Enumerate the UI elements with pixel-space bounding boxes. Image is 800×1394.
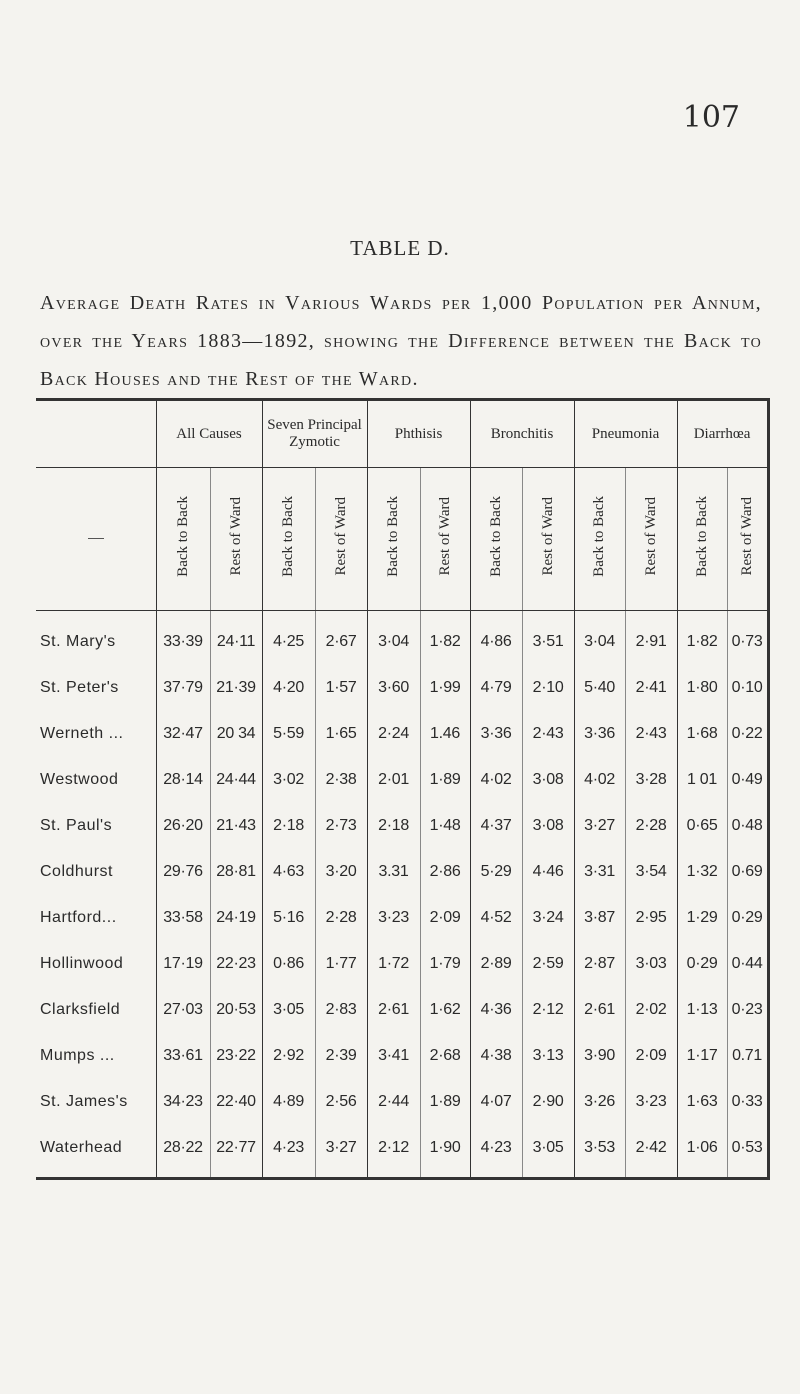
rate-cell: 22·40: [210, 1079, 262, 1125]
subheader-rest-of-ward: [522, 468, 574, 611]
rate-cell: 1·32: [677, 849, 727, 895]
dash-mark: [88, 538, 104, 539]
subheader-back-to-back: [156, 468, 210, 611]
table-row: [36, 711, 768, 757]
rate-cell: 2·56: [315, 1079, 367, 1125]
ward-name: Coldhurst: [40, 863, 113, 880]
rate-cell: 0·44: [727, 941, 768, 987]
rate-cell: 1·79: [420, 941, 470, 987]
rate-cell: 4·02: [574, 757, 625, 803]
subheader-label: Back to Back: [280, 496, 297, 577]
rate-cell: 2·12: [522, 987, 574, 1033]
group-header: Seven Principal Zymotic: [262, 400, 367, 468]
table-title: TABLE D.: [350, 236, 450, 260]
table-row: [36, 987, 768, 1033]
rate-cell: 28·14: [156, 757, 210, 803]
rate-cell: 3·03: [625, 941, 677, 987]
rate-cell: 3·54: [625, 849, 677, 895]
rate-cell: 5·40: [574, 665, 625, 711]
table-row: [36, 665, 768, 711]
subheader-label: Back to Back: [487, 496, 504, 577]
rate-cell: 1 01: [677, 757, 727, 803]
rate-cell: 1·99: [420, 665, 470, 711]
rate-cell: 0·69: [727, 849, 768, 895]
rate-cell: 2·28: [315, 895, 367, 941]
rate-cell: 33·58: [156, 895, 210, 941]
rate-cell: 34·23: [156, 1079, 210, 1125]
rate-cell: 2·89: [470, 941, 522, 987]
rate-cell: 4·89: [262, 1079, 315, 1125]
rate-cell: 0·65: [677, 803, 727, 849]
rate-cell: 2·73: [315, 803, 367, 849]
rate-cell: 0·86: [262, 941, 315, 987]
rate-cell: 4·07: [470, 1079, 522, 1125]
rate-cell: 0·49: [727, 757, 768, 803]
ward-name: St. Mary's: [40, 633, 116, 650]
rate-cell: 3·60: [367, 665, 420, 711]
rate-cell: 2·90: [522, 1079, 574, 1125]
rate-cell: 2·10: [522, 665, 574, 711]
table-row: [36, 941, 768, 987]
rate-cell: 2·83: [315, 987, 367, 1033]
rate-cell: 3·28: [625, 757, 677, 803]
rate-cell: 0·29: [727, 895, 768, 941]
table-row: [36, 611, 768, 666]
subheader-label: Rest of Ward: [738, 497, 755, 576]
rate-cell: 2·43: [625, 711, 677, 757]
rate-cell: 28·22: [156, 1125, 210, 1179]
rate-cell: 0·10: [727, 665, 768, 711]
rate-cell: 2·61: [367, 987, 420, 1033]
rate-cell: 2·92: [262, 1033, 315, 1079]
rate-cell: 3·05: [522, 1125, 574, 1179]
rate-cell: 1·82: [420, 611, 470, 666]
rate-cell: 4·36: [470, 987, 522, 1033]
subheader-label: Rest of Ward: [539, 497, 556, 576]
rate-cell: 3·04: [574, 611, 625, 666]
rate-cell: 2·24: [367, 711, 420, 757]
rate-cell: 33·61: [156, 1033, 210, 1079]
subheader-label: Rest of Ward: [436, 497, 453, 576]
subheader-back-to-back: [574, 468, 625, 611]
rate-cell: 1·68: [677, 711, 727, 757]
rate-cell: 4·38: [470, 1033, 522, 1079]
rate-cell: 21·43: [210, 803, 262, 849]
rate-cell: 0·73: [727, 611, 768, 666]
rate-cell: 4·23: [262, 1125, 315, 1179]
rate-cell: 2·43: [522, 711, 574, 757]
rate-cell: 4·20: [262, 665, 315, 711]
rate-cell: 3·90: [574, 1033, 625, 1079]
rate-cell: 28·81: [210, 849, 262, 895]
rate-cell: 2·02: [625, 987, 677, 1033]
rate-cell: 2·38: [315, 757, 367, 803]
rate-cell: 3·08: [522, 803, 574, 849]
corner-dash-cell: [36, 468, 156, 611]
rate-cell: 3·02: [262, 757, 315, 803]
rate-cell: 3·08: [522, 757, 574, 803]
table-row: [36, 757, 768, 803]
rate-cell: 0·48: [727, 803, 768, 849]
rate-cell: 3·36: [574, 711, 625, 757]
group-header: All Causes: [156, 400, 262, 468]
rate-cell: 3·41: [367, 1033, 420, 1079]
rate-cell: 5·16: [262, 895, 315, 941]
rate-cell: 3·31: [574, 849, 625, 895]
ward-name: Westwood: [40, 771, 119, 788]
rate-cell: 1·29: [677, 895, 727, 941]
subheader-back-to-back: [677, 468, 727, 611]
rate-cell: 2·59: [522, 941, 574, 987]
rate-cell: 20 34: [210, 711, 262, 757]
rate-cell: 0·22: [727, 711, 768, 757]
ward-name: Hollinwood: [40, 955, 124, 972]
rate-cell: 29·76: [156, 849, 210, 895]
rate-cell: 2·68: [420, 1033, 470, 1079]
rate-cell: 4·52: [470, 895, 522, 941]
table-row: [36, 849, 768, 895]
rate-cell: 2·61: [574, 987, 625, 1033]
rate-cell: 3·53: [574, 1125, 625, 1179]
rate-cell: 17·19: [156, 941, 210, 987]
rate-cell: 3·13: [522, 1033, 574, 1079]
rate-cell: 1·63: [677, 1079, 727, 1125]
rate-cell: 3·05: [262, 987, 315, 1033]
rate-cell: 2·42: [625, 1125, 677, 1179]
subheader-label: Rest of Ward: [227, 497, 244, 576]
rate-cell: 26·20: [156, 803, 210, 849]
rate-cell: 1·77: [315, 941, 367, 987]
subheader-back-to-back: [262, 468, 315, 611]
subheader-label: Rest of Ward: [332, 497, 349, 576]
rate-cell: 3·23: [367, 895, 420, 941]
rate-cell: 3·51: [522, 611, 574, 666]
ward-name: St. James's: [40, 1093, 128, 1110]
rate-cell: 5·59: [262, 711, 315, 757]
group-header: Diarrhœa: [677, 400, 768, 468]
rate-cell: 3·27: [315, 1125, 367, 1179]
ward-name: Waterhead: [36, 1125, 156, 1179]
rate-cell: 2·91: [625, 611, 677, 666]
rate-cell: 2·09: [625, 1033, 677, 1079]
rate-cell: 1·89: [420, 1079, 470, 1125]
subheader-back-to-back: [470, 468, 522, 611]
rate-cell: 3·87: [574, 895, 625, 941]
rate-cell: 24·11: [210, 611, 262, 666]
rate-cell: 21·39: [210, 665, 262, 711]
rate-cell: 3·24: [522, 895, 574, 941]
subheader-rest-of-ward: [210, 468, 262, 611]
rate-cell: 1·65: [315, 711, 367, 757]
rate-cell: 1·17: [677, 1033, 727, 1079]
subheader-row: [36, 468, 768, 611]
ward-name: St. Paul's: [40, 817, 113, 834]
rate-cell: 4·86: [470, 611, 522, 666]
rate-cell: 2·09: [420, 895, 470, 941]
ward-name: Mumps ...: [40, 1047, 115, 1064]
rate-cell: 2·67: [315, 611, 367, 666]
rate-cell: 0.71: [727, 1033, 768, 1079]
rate-cell: 24·19: [210, 895, 262, 941]
rate-cell: 4·02: [470, 757, 522, 803]
rate-cell: 1·72: [367, 941, 420, 987]
group-header-row: [36, 400, 768, 468]
rate-cell: 1·48: [420, 803, 470, 849]
table-caption: Average Death Rates in Various Wards per 1,000 Population per Annum, over the Years 1883—1892, showing the Difference between the Back to Back Houses and the Rest of the Ward.: [40, 292, 762, 390]
rate-cell: 24·44: [210, 757, 262, 803]
rate-cell: 1·82: [677, 611, 727, 666]
corner-cell: [36, 400, 156, 468]
rate-cell: 22·77: [210, 1125, 262, 1179]
ward-name: Hartford...: [40, 909, 117, 926]
rate-cell: 2·28: [625, 803, 677, 849]
rate-cell: 1·57: [315, 665, 367, 711]
rate-cell: 1·80: [677, 665, 727, 711]
table-row: [36, 895, 768, 941]
rate-cell: 5·29: [470, 849, 522, 895]
rate-cell: 4·23: [470, 1125, 522, 1179]
subheader-back-to-back: [367, 468, 420, 611]
subheader-label: Back to Back: [174, 496, 191, 577]
rate-cell: 33·39: [156, 611, 210, 666]
rate-cell: 1·89: [420, 757, 470, 803]
rate-cell: 2·95: [625, 895, 677, 941]
subheader-label: Back to Back: [591, 496, 608, 577]
rate-cell: 20·53: [210, 987, 262, 1033]
ward-name: Werneth ...: [40, 725, 124, 742]
table-row: [36, 1079, 768, 1125]
ward-name: St. Peter's: [40, 679, 119, 696]
ward-name: Clarksfield: [40, 1001, 121, 1018]
page-number: 107: [682, 100, 740, 135]
rate-cell: 0·33: [727, 1079, 768, 1125]
rate-cell: 2·41: [625, 665, 677, 711]
rate-cell: 37·79: [156, 665, 210, 711]
rate-cell: 2·18: [262, 803, 315, 849]
rate-cell: 23·22: [210, 1033, 262, 1079]
rate-cell: 4·25: [262, 611, 315, 666]
subheader-label: Rest of Ward: [642, 497, 659, 576]
rate-cell: 3·27: [574, 803, 625, 849]
rate-cell: 2·39: [315, 1033, 367, 1079]
death-rates-table: [36, 398, 770, 1180]
rate-cell: 1·90: [420, 1125, 470, 1179]
rate-cell: 3·23: [625, 1079, 677, 1125]
rate-cell: 0·23: [727, 987, 768, 1033]
subheader-label: Back to Back: [693, 496, 710, 577]
subheader-rest-of-ward: [315, 468, 367, 611]
group-header: Phthisis: [367, 400, 470, 468]
rate-cell: 4·63: [262, 849, 315, 895]
rate-cell: 0·29: [677, 941, 727, 987]
rate-cell: 4·79: [470, 665, 522, 711]
table-body: [36, 611, 768, 1179]
rate-cell: 3·04: [367, 611, 420, 666]
rate-cell: 2·01: [367, 757, 420, 803]
rate-cell: 22·23: [210, 941, 262, 987]
rate-cell: 27·03: [156, 987, 210, 1033]
subheader-rest-of-ward: [625, 468, 677, 611]
group-header: Bronchitis: [470, 400, 574, 468]
rate-cell: 2·87: [574, 941, 625, 987]
rate-cell: 0·53: [727, 1125, 768, 1179]
rate-cell: 1·62: [420, 987, 470, 1033]
table-row: [36, 1125, 768, 1179]
rate-cell: 3·36: [470, 711, 522, 757]
rate-cell: 2·86: [420, 849, 470, 895]
rate-cell: 4·37: [470, 803, 522, 849]
rate-cell: 1·06: [677, 1125, 727, 1179]
rate-cell: 1.46: [420, 711, 470, 757]
rate-cell: 4·46: [522, 849, 574, 895]
rate-cell: 3.31: [367, 849, 420, 895]
subheader-rest-of-ward: [727, 468, 768, 611]
table-row: [36, 1033, 768, 1079]
group-header: Pneumonia: [574, 400, 677, 468]
rate-cell: 3·20: [315, 849, 367, 895]
rate-cell: 32·47: [156, 711, 210, 757]
rate-cell: 1·13: [677, 987, 727, 1033]
subheader-rest-of-ward: [420, 468, 470, 611]
subheader-label: Back to Back: [385, 496, 402, 577]
rate-cell: 2·12: [367, 1125, 420, 1179]
rate-cell: 3·26: [574, 1079, 625, 1125]
rate-cell: 2·44: [367, 1079, 420, 1125]
table-row: [36, 803, 768, 849]
rate-cell: 2·18: [367, 803, 420, 849]
